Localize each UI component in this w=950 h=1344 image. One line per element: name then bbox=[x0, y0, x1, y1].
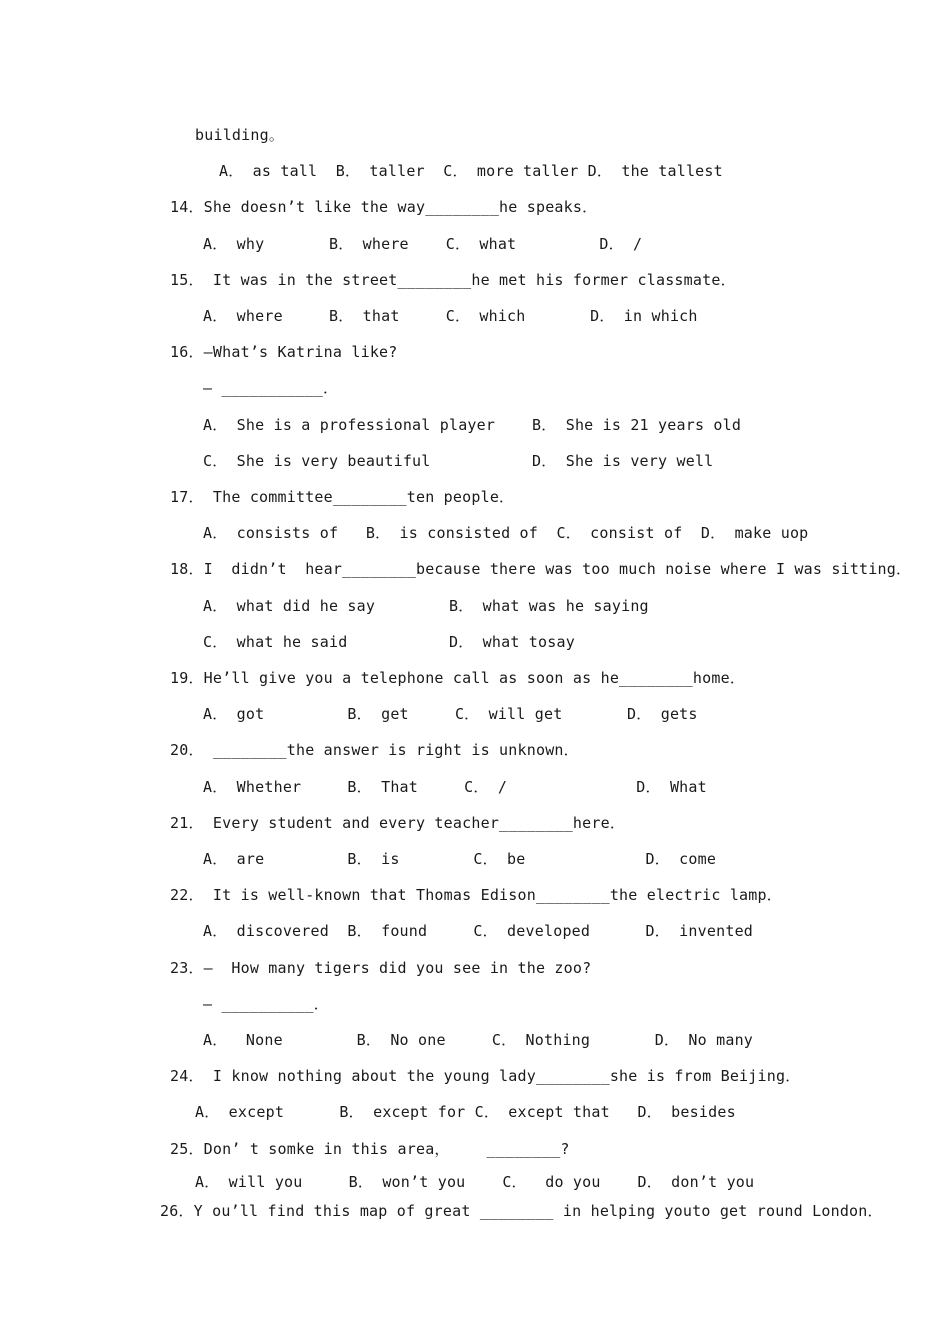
question-15-stem: 15． It was in the street________he met his former classmate． bbox=[170, 271, 736, 289]
question-17-stem: 17． The committee________ten people． bbox=[170, 488, 515, 506]
question-23-stem: 23．— How many tigers did you see in the zoo? bbox=[170, 959, 592, 977]
question-17-options: A． consists of B． is consisted of C． consist of D． make uop bbox=[203, 524, 809, 542]
question-26-stem: 26．Y ou’ll find this map of great ________ in helping youto get round London． bbox=[160, 1202, 883, 1220]
question-18-options-cd: C． what he said D． what tosay bbox=[203, 633, 575, 651]
question-14-options: A． why B． where C． what D． / bbox=[203, 235, 643, 253]
question-23-response: — __________． bbox=[203, 995, 329, 1013]
question-21-stem: 21． Every student and every teacher________here． bbox=[170, 814, 626, 832]
question-21-options: A． are B． is C． be D． come bbox=[203, 850, 717, 868]
question-16-response: — ___________． bbox=[203, 379, 339, 397]
question-13-stem-end: building。 bbox=[195, 126, 285, 144]
question-16-options-cd: C． She is very beautiful D． She is very well bbox=[203, 452, 714, 470]
question-14-stem: 14．She doesn’t like the way________he speaks． bbox=[170, 198, 598, 216]
question-23-options: A． None B． No one C． Nothing D． No many bbox=[203, 1031, 754, 1049]
question-19-options: A． got B． get C． will get D． gets bbox=[203, 705, 698, 723]
question-16-options-ab: A． She is a professional player B． She is 21 years old bbox=[203, 416, 742, 434]
question-13-options: A． as tall B． taller C． more taller D． the tallest bbox=[219, 162, 723, 180]
question-16-stem: 16．—What’s Katrina like? bbox=[170, 343, 398, 361]
question-24-stem: 24． I know nothing about the young lady________she is from Beijing． bbox=[170, 1067, 801, 1085]
question-24-options: A． except B． except for C． except that D． besides bbox=[195, 1103, 736, 1121]
question-19-stem: 19．He’ll give you a telephone call as soon as he________home． bbox=[170, 669, 746, 687]
question-20-stem: 20． ________the answer is right is unknown． bbox=[170, 741, 579, 759]
question-15-options: A． where B． that C． which D． in which bbox=[203, 307, 698, 325]
question-18-options-ab: A． what did he say B． what was he saying bbox=[203, 597, 649, 615]
question-22-options: A． discovered B． found C． developed D． invented bbox=[203, 922, 754, 940]
question-25-stem: 25．Don’ t somke in this area， ________? bbox=[170, 1140, 570, 1158]
question-25-options: A． will you B． won’t you C． do you D． don’t you bbox=[195, 1173, 755, 1191]
question-18-stem: 18．I didn’t hear________because there was too much noise where I was sitting． bbox=[170, 560, 912, 578]
question-20-options: A． Whether B． That C． / D． What bbox=[203, 778, 707, 796]
question-22-stem: 22． It is well-known that Thomas Edison________the electric lamp． bbox=[170, 886, 782, 904]
